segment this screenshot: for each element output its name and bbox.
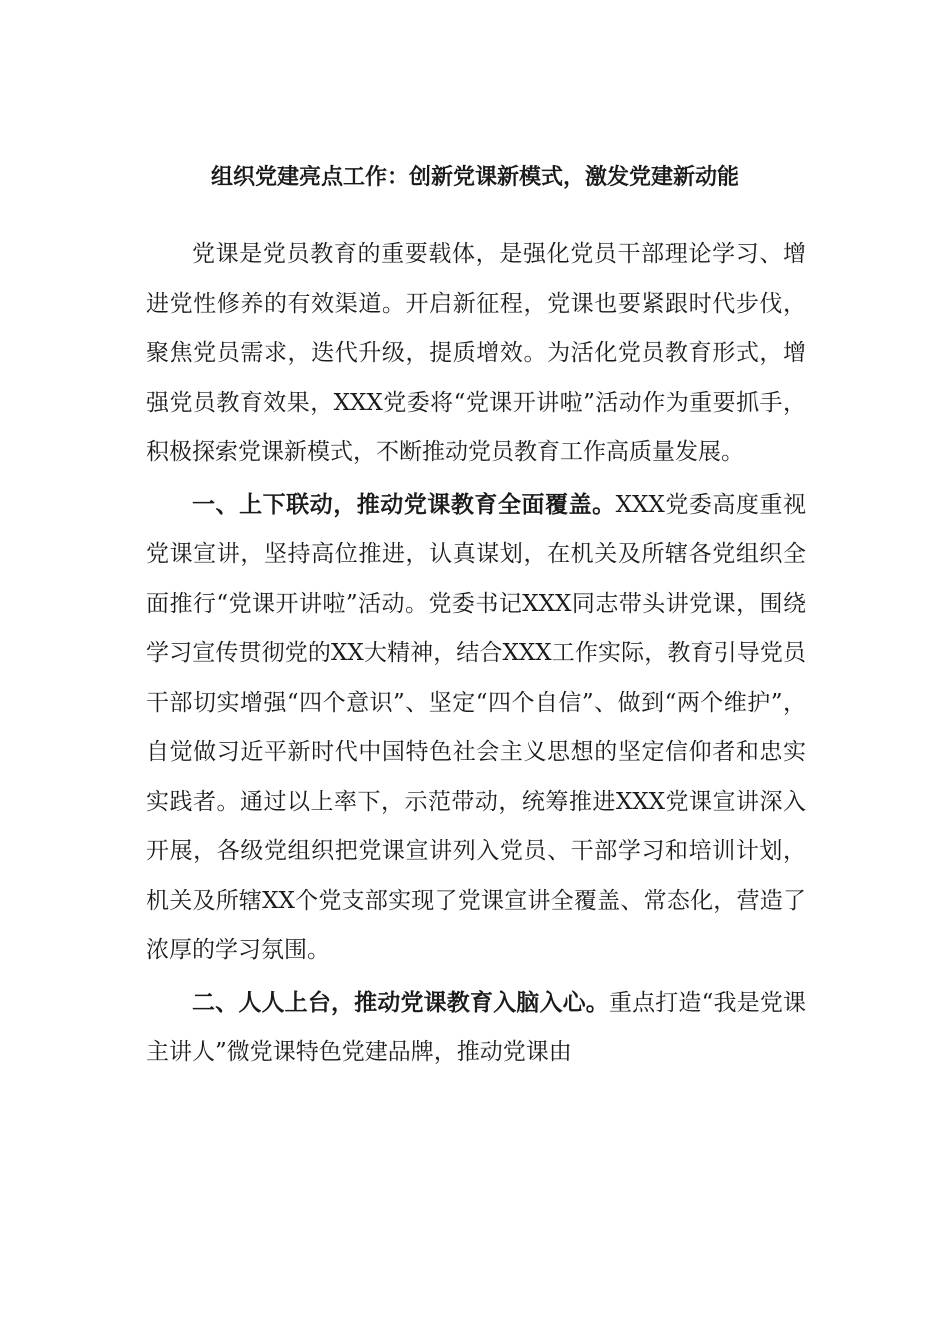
section-paragraph-1 (146, 481, 806, 976)
section-heading-2: 二、人人上台，推动党课教育入脑入心。 (192, 989, 609, 1016)
document-body (146, 230, 806, 1078)
section-paragraph-2 (146, 979, 806, 1078)
section-heading-1: 一、上下联动，推动党课教育全面覆盖。 (192, 491, 616, 518)
document-title: 组织党建亮点工作：创新党课新模式，激发党建新动能 (210, 165, 739, 190)
intro-paragraph: 党课是党员教育的重要载体，是强化党员干部理论学习、增进党性修养的有效渠道。开启新征程，党课也要紧跟时代步伐，聚焦党员需求，迭代升级，提质增效。为活化党员教育形式，增强党员教育效果，XXX党委将“党课开讲啦”活动作为重要抓手，积极探索党课新模式，不断推动党员教育工作高质量发展。 (146, 241, 806, 465)
section-text-1: XXX党委高度重视党课宣讲，坚持高位推进，认真谋划，在机关及所辖各党组织全面推行“党课开讲啦”活动。党委书记XXX同志带头讲党课，围绕学习宣传贯彻党的XX大精神，结合XXX工作实际，教育引导党员干部切实增强“四个意识”、坚定“四个自信”、做到“两个维护”，自觉做习近平新时代中国特色社会主义思想的坚定信仰者和忠实实践者。通过以上率下，示范带动，统筹推进XXX党课宣讲深入开展，各级党组织把党课宣讲列入党员、干部学习和培训计划，机关及所辖XX个党支部实现了党课宣讲全覆盖、常态化，营造了浓厚的学习氛围。 (146, 491, 806, 963)
section-text-2: 重点打造“我是党课主讲人”微党课特色党建品牌，推动党课由 (146, 989, 806, 1065)
